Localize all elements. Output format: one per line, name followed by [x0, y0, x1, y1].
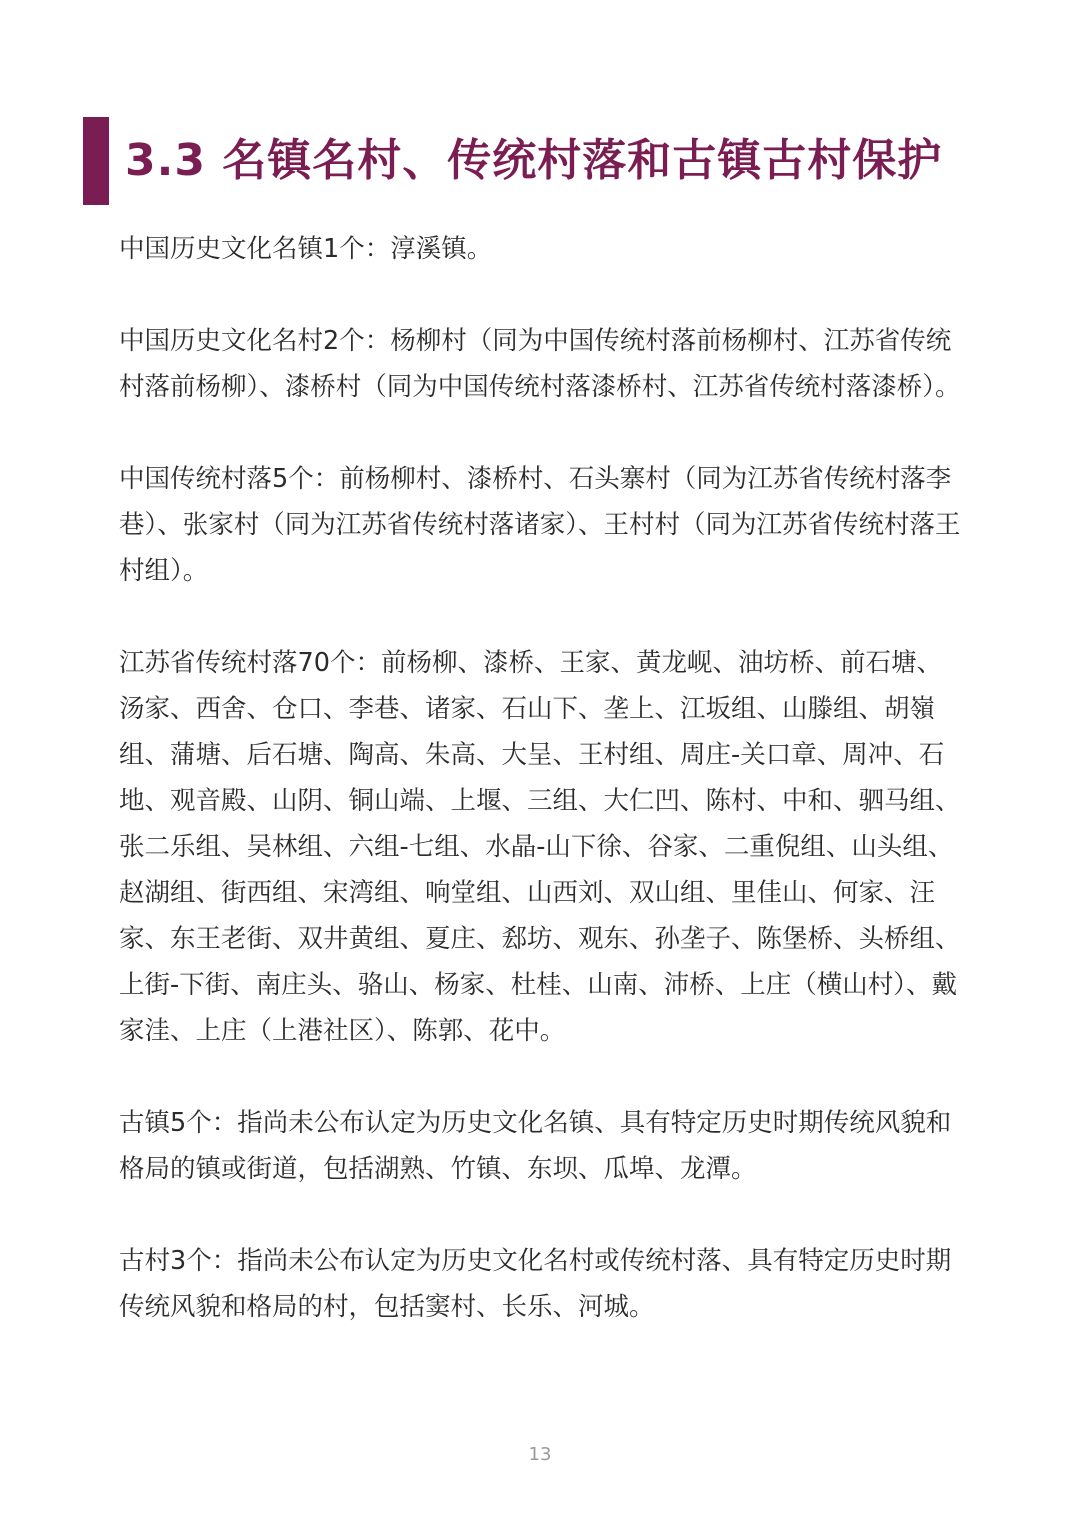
paragraph-famous-towns: 中国历史文化名镇1个：淳溪镇。 [119, 234, 493, 264]
body-content [119, 226, 961, 1376]
heading-accent-bar [83, 117, 109, 205]
paragraph-ancient-towns: 古镇5个：指尚未公布认定为历史文化名镇、具有特定历史时期传统风貌和格局的镇或街道，包括湖熟、竹镇、东坝、瓜埠、龙潭。 [119, 1108, 952, 1184]
section-title: 3.3 名镇名村、传统村落和古镇古村保护 [125, 135, 943, 186]
paragraph-ancient-villages: 古村3个：指尚未公布认定为历史文化名村或传统村落、具有特定历史时期传统风貌和格局的村，包括窦村、长乐、河城。 [119, 1246, 952, 1322]
page-number: 13 [528, 1444, 552, 1465]
paragraph-traditional-villages-national: 中国传统村落5个：前杨柳村、漆桥村、石头寨村（同为江苏省传统村落李巷）、张家村（同为江苏省传统村落诸家）、王村村（同为江苏省传统村落王村组）。 [119, 464, 961, 586]
paragraph-famous-villages: 中国历史文化名村2个：杨柳村（同为中国传统村落前杨柳村、江苏省传统村落前杨柳）、漆桥村（同为中国传统村落漆桥村、江苏省传统村落漆桥）。 [119, 326, 961, 402]
paragraph-traditional-villages-provincial: 江苏省传统村落70个：前杨柳、漆桥、王家、黄龙岘、油坊桥、前石塘、汤家、西舍、仓口、李巷、诸家、石山下、垄上、江坂组、山滕组、胡嶺组、蒲塘、后石塘、陶高、朱高、大呈、王村组、周庄-关口章、周冲、石地、观音殿、山阴、铜山端、上堰、三组、大仁凹、陈村、中和、驷马组、张二乐组、吴林组、六组-七组、水晶-山下徐、谷家、二重倪组、山头组、赵湖组、街西组、宋湾组、响堂组、山西刘、双山组、里佳山、何家、汪家、东王老街、双井黄组、夏庄、郄坊、观东、孙垄子、陈堡桥、头桥组、上街-下街、南庄头、骆山、杨家、杜桂、山南、沛桥、上庄（横山村）、戴家洼、上庄（上港社区）、陈郭、花中。 [119, 648, 961, 1046]
section-heading [83, 117, 942, 205]
